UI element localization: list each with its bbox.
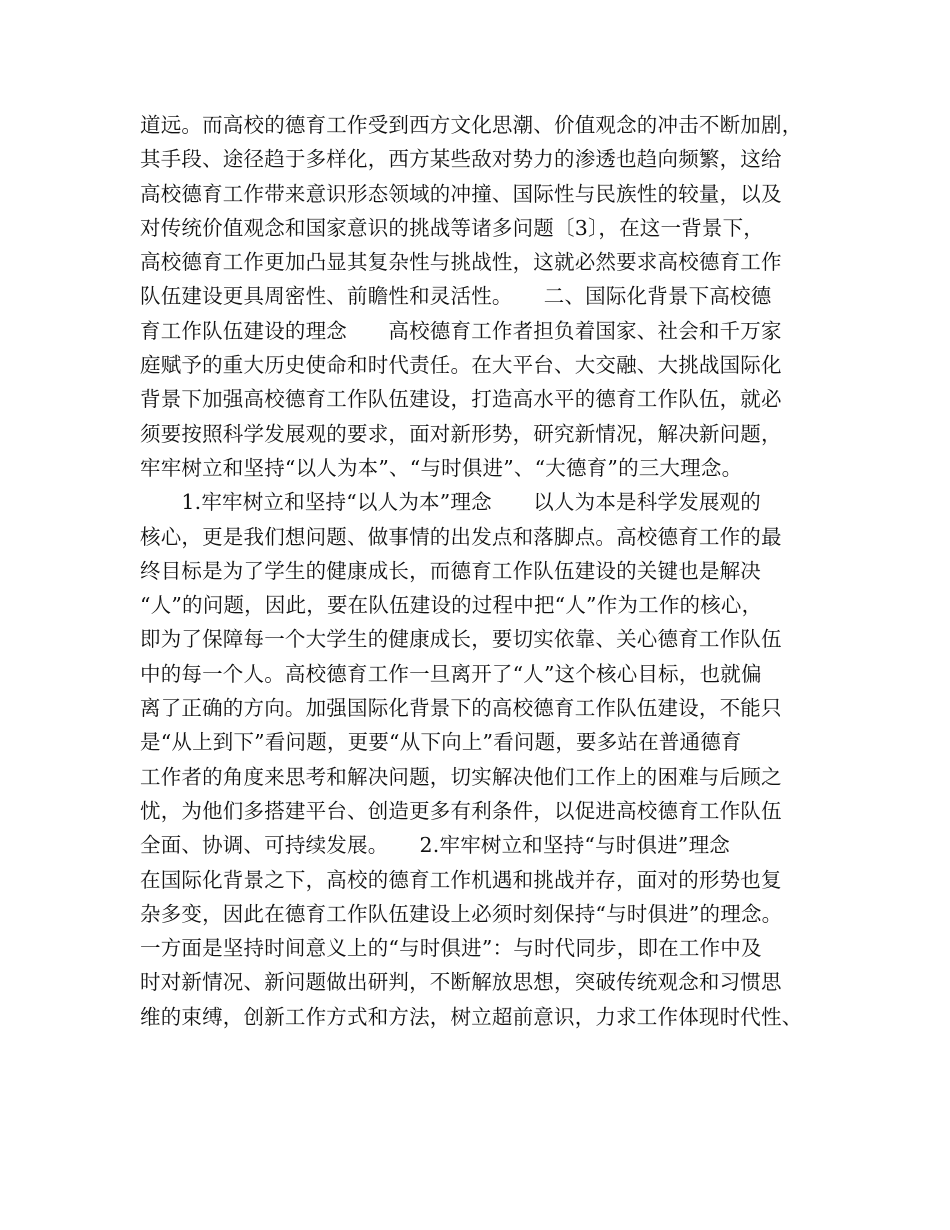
text-line: 高校德育工作更加凸显其复杂性与挑战性，这就必然要求高校德育工作 — [140, 250, 782, 275]
text-line: 育工作队伍建设的理念 高校德育工作者担负着国家、社会和千万家 — [140, 318, 782, 343]
text-line: 终目标是为了学生的健康成长，而德育工作队伍建设的关键也是解决 — [140, 558, 761, 583]
text-line: 其手段、途径趋于多样化，西方某些敌对势力的渗透也趋向频繁，这给 — [140, 147, 782, 172]
text-line: 核心，更是我们想问题、做事情的出发点和落脚点。高校德育工作的最 — [140, 524, 782, 549]
text-line: 一方面是坚持时间意义上的“与时俱进”：与时代同步，即在工作中及 — [140, 936, 762, 961]
text-line: 杂多变，因此在德育工作队伍建设上必须时刻保持“与时俱进”的理念。 — [140, 901, 783, 926]
text-line: 忧，为他们多搭建平台、创造更多有利条件，以促进高校德育工作队伍 — [140, 798, 782, 823]
text-line: 道远。而高校的德育工作受到西方文化思潮、价值观念的冲击不断加剧， — [140, 113, 803, 137]
text-line: 1.牢牢树立和坚持“以人为本”理念 以人为本是科学发展观的 — [140, 490, 761, 515]
text-line: 庭赋予的重大历史使命和时代责任。在大平台、大交融、大挑战国际化 — [140, 353, 782, 378]
text-line: 对传统价值观念和国家意识的挑战等诸多问题〔3〕，在这一背景下， — [140, 215, 764, 240]
text-line: 在国际化背景之下，高校的德育工作机遇和挑战并存，面对的形势也复 — [140, 867, 782, 892]
text-line: 时对新情况、新问题做出研判，不断解放思想，突破传统观念和习惯思 — [140, 970, 782, 995]
text-line: 背景下加强高校德育工作队伍建设，打造高水平的德育工作队伍，就必 — [140, 387, 782, 412]
text-line: “人”的问题，因此，要在队伍建设的过程中把“人”作为工作的核心， — [140, 593, 763, 618]
text-line: 牢牢树立和坚持“以人为本”、“与时俱进”、“大德育”的三大理念。 — [140, 455, 743, 480]
body-text — [140, 108, 830, 1034]
text-line: 工作者的角度来思考和解决问题，切实解决他们工作上的困难与后顾之 — [140, 764, 782, 789]
text-line: 即为了保障每一个大学生的健康成长，要切实依靠、关心德育工作队伍 — [140, 627, 782, 652]
text-line: 中的每一个人。高校德育工作一旦离开了“人”这个核心目标，也就偏 — [140, 661, 762, 686]
text-line: 队伍建设更具周密性、前瞻性和灵活性。 二、国际化背景下高校德 — [140, 284, 772, 309]
text-line: 全面、协调、可持续发展。 2.牢牢树立和坚持“与时俱进”理念 — [140, 833, 772, 858]
text-line: 离了正确的方向。加强国际化背景下的高校德育工作队伍建设，不能只 — [140, 696, 782, 721]
text-line: 是“从上到下”看问题，更要“从下向上”看问题，要多站在普通德育 — [140, 730, 742, 755]
text-line: 维的束缚，创新工作方式和方法，树立超前意识，力求工作体现时代性、 — [140, 1004, 803, 1029]
text-line: 须要按照科学发展观的要求，面对新形势，研究新情况，解决新问题， — [140, 421, 782, 446]
text-line: 高校德育工作带来意识形态领域的冲撞、国际性与民族性的较量，以及 — [140, 181, 782, 206]
